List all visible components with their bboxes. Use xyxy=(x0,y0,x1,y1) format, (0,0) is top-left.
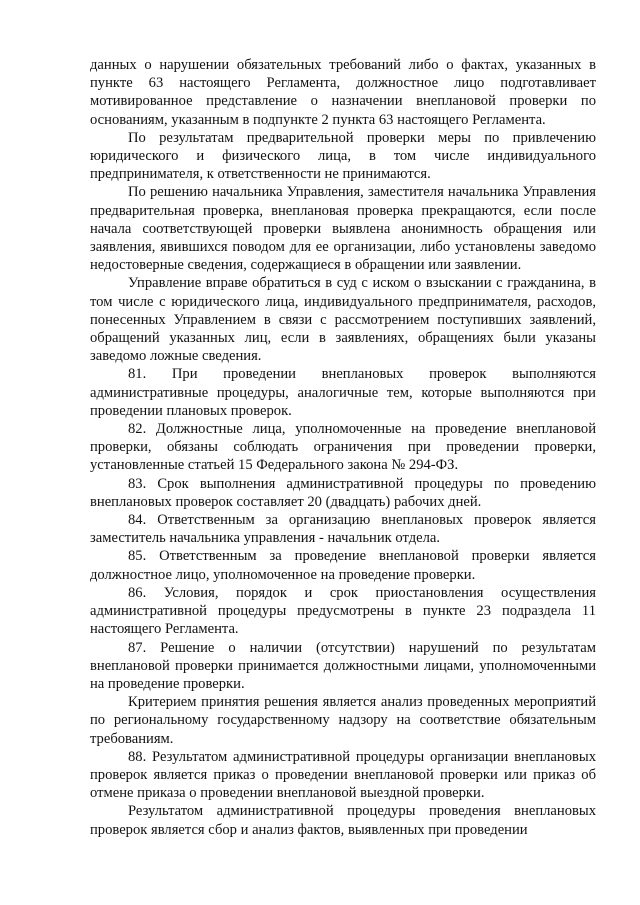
paragraph-court-claim: Управление вправе обратиться в суд с иском о взыскании с гражданина, в том числе с юридического лица, индивидуального предпринимателя, расходов, понесенных Управлением в связи с рассмотрением поступивших заявлений, обращений указанных лиц, если в заявлениях, обращениях были указаны заведомо ложные сведения. xyxy=(90,275,596,365)
paragraph-81: 81. При проведении внеплановых проверок выполняются административные процедуры, аналогичные тем, которые выполняются при проведении плановых проверок. xyxy=(90,366,596,419)
paragraph-continuation: данных о нарушении обязательных требований либо о фактах, указанных в пункте 63 настоящего Регламента, должностное лицо подготавливает мотивированное представление о назначении внеплановой проверки по основаниям, указанным в подпункте 2 пункта 63 настоящего Регламента. xyxy=(90,57,596,128)
paragraph-termination: По решению начальника Управления, заместителя начальника Управления предварительная проверка, внеплановая проверка прекращаются, если после начала соответствующей проверки выявлена анонимность обращения или заявления, явившихся поводом для ее организации, либо установлены заведомо недостоверные сведения, содержащиеся в обращении или заявлении. xyxy=(90,184,596,274)
paragraph-83: 83. Срок выполнения административной процедуры по проведению внеплановых проверок составляет 20 (двадцать) рабочих дней. xyxy=(90,475,596,510)
paragraph-criterion: Критерием принятия решения является анализ проведенных мероприятий по региональному государственному надзору на соответствие обязательным требованиям. xyxy=(90,694,596,747)
paragraph-no-liability: По результатам предварительной проверки меры по привлечению юридического и физического лица, в том числе индивидуального предпринимателя, к ответственности не принимаются. xyxy=(90,129,596,183)
paragraph-84: 84. Ответственным за организацию внеплановых проверок является заместитель начальника управления - начальник отдела. xyxy=(90,512,596,547)
paragraph-86: 86. Условия, порядок и срок приостановления осуществления административной процедуры предусмотрены в пункте 23 подраздела 11 настоящего Регламента. xyxy=(90,584,596,638)
paragraph-85: 85. Ответственным за проведение внеплановой проверки является должностное лицо, уполномоченное на проведение проверки. xyxy=(90,548,596,583)
paragraph-88: 88. Результатом административной процедуры организации внеплановых проверок является приказ о проведении внеплановой проверки или приказ об отмене приказа о проведении внеплановой выездной проверки. xyxy=(90,748,596,802)
paragraph-result: Результатом административной процедуры проведения внеплановых проверок является сбор и анализ фактов, выявленных при проведении xyxy=(90,803,596,838)
paragraph-87: 87. Решение о наличии (отсутствии) нарушений по результатам внеплановой проверки принимается должностными лицами, уполномоченными на проведение проверки. xyxy=(90,639,596,692)
document-page xyxy=(90,56,596,839)
paragraph-82: 82. Должностные лица, уполномоченные на проведение внеплановой проверки, обязаны соблюдать ограничения при проведении проверки, установленные статьей 15 Федерального закона № 294-ФЗ. xyxy=(90,421,596,474)
